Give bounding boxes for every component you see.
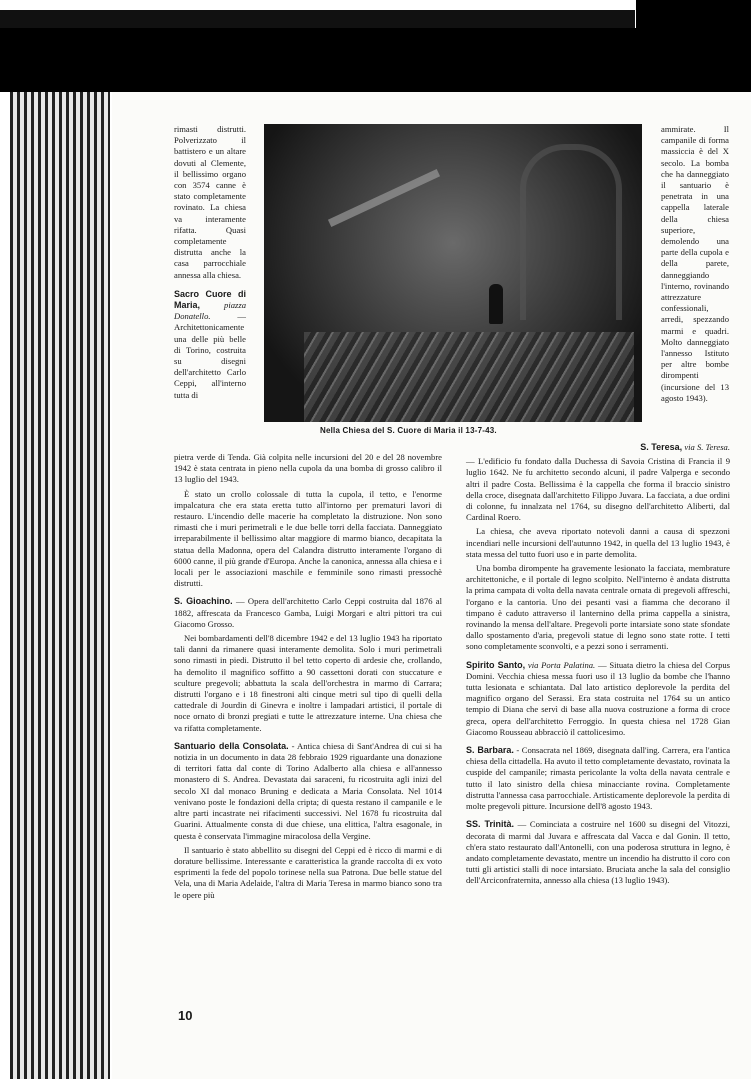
entry-title: Santuario della Consolata. <box>174 740 289 751</box>
entry-text: — Cominciata a costruire nel 1600 su disegni del Vitozzi, decorata di marmi dal Juvara e affrescata dal Vacca e dal Gonin. Il tetto, ch'era stato restaurato dall'Antonelli, con una poderosa struttura in legno, è andato completamente devastato, mentre un incendio ha distrutto il coro con tutti gli artistici stalli di noce intarsiato. Bruciata anche la sala del consiglio dell'Arciconfraternita, annesso alla chiesa (13 luglio 1943). <box>466 819 730 886</box>
book-spine-strip <box>0 10 635 28</box>
entry-title: S. Gioachino. <box>174 596 233 607</box>
entry-title: Spirito Santo, <box>466 659 526 670</box>
paragraph: pietra verde di Tenda. Già colpita nelle incursioni del 20 e del 28 novembre 1942 è stata centrata in pieno nella cupola da una bomba di grosso calibro il 13 luglio del 1943. <box>174 452 442 485</box>
page-number: 10 <box>178 1008 193 1023</box>
scan-corner <box>636 0 751 92</box>
entry-text: — L'edificio fu fondato dalla Duchessa di Savoia Cristina di Francia il 9 luglio 1642. Ne fu architetto secondo alcuni, il padre Valperga e secondo altri il padre Costa. Bellissima è la cappella che forma il braccio sinistro della croce, disegnata dall'architetto Filippo Juvara. La facciata, a due ordini di colonne, fu innalzata nel 1764, su disegno dell'architetto Aliberti, dal Cardinal Roero. <box>466 456 730 523</box>
paragraph: ammirate. Il campanile di forma massiccia è del X secolo. La bomba che ha danneggiato il santuario è penetrata in una cappella laterale della chiesa superiore, demolendo una parte della cupola e della parete, danneggiando l'interno, rovinando attrezzature confessionali, arredi, spezzando marmi e quadri. Molto danneggiato l'annesso Istituto per altre bombe dirompenti (incursione del 13 agosto 1943). <box>661 124 729 403</box>
entry-address: piazza Donatello. <box>174 300 246 322</box>
entry-text: — Opera dell'architetto Carlo Ceppi costruita dal 1876 al 1882, affrescata da Francesco Gamba, Luigi Morgari e altri pittori tra cui Giacomo Grosso. <box>174 596 442 629</box>
fallen-beam <box>328 169 440 227</box>
entry-consolata <box>174 741 442 842</box>
entry-title: S. Barbara. <box>466 745 514 756</box>
paragraph: rimasti distrutti. Polverizzato il battistero e un altare dovuti al Clemente, il bellissimo organo con 3574 canne è stato completamente rovinato. La chiesa va interamente rifatta. Quasi completamente distrutta anche la casa parrocchiale annessa alla chiesa. <box>174 124 246 280</box>
entry-title: SS. Trinità. <box>466 819 515 830</box>
entry-address: via Porta Palatina. <box>527 659 596 670</box>
paragraph: Nei bombardamenti dell'8 dicembre 1942 e del 13 luglio 1943 ha riportato tali danni da rimanere quasi interamente demolita. Solo i muri perimetrali sono rimasti in piedi. Distrutto il bel tetto coperto di ardesie che, crollando, ha demolito il magnifico soffitto a 90 cassettoni dorati con stuccature e sculture pregevoli; abbattuta la scala dell'orchestra in marmo di Carrara; distrutti l'organo e i 18 finestroni alti cinque metri sul tipo di quelli della cattedrale di Jourdin di Ginevra e inoltre i lampadari artistici, il portale di noce ornato di bronzi pregiati e tutte le attrezzature interne. Una chiesa che va rifatta completamente. <box>174 633 442 733</box>
entry-s-teresa-title <box>466 442 730 453</box>
person-figure <box>489 284 503 324</box>
paragraph: La chiesa, che aveva riportato notevoli danni a causa di spezzoni incendiari nelle incursioni dell'autunno 1942, in quella del 13 luglio 1943, è stata messa del tutto fuori uso e in parte demolita. <box>466 526 730 559</box>
entry-s-gioachino <box>174 596 442 630</box>
entry-text: - Consacrata nel 1869, disegnata dall'ing. Carrera, era l'antica chiesa della cittadella. Ha avuto il tetto completamente devastato, rovinata la cuspide del campanile; rimasta pericolante la volta della navata centrale e tutto il lato sinistro della chiesa minacciante rovina. Completamente distrutta l'annessa casa parrocchiale. Artisticamente deplorevole la perdita di molte pregevoli pitture. Incursione dell'8 agosto 1943. <box>466 745 731 812</box>
entry-address: via S. Teresa. <box>684 442 730 452</box>
left-main-column <box>174 452 442 904</box>
entry-s-barbara <box>466 745 730 812</box>
rubble <box>304 332 634 422</box>
photo-caption: Nella Chiesa del S. Cuore di Maria il 13-7-43. <box>320 426 497 435</box>
entry-ss-trinita <box>466 819 730 886</box>
entry-title: Sacro Cuore di Maria, <box>174 288 246 311</box>
paragraph: Il santuario è stato abbellito su disegni del Ceppi ed è ricco di marmi e di dorature bellissime. Interessante e caratteristica la grande raccolta di ex voto esprimenti la fede del popolo torinese nella sua Patrona. Due belle statue del Vela, una di Maria Adelaide, l'altra di Maria Teresa in marmo bianco sono tra le opere più <box>174 844 442 900</box>
left-narrow-column <box>174 124 246 404</box>
arch-shape <box>520 144 622 320</box>
right-main-column <box>466 442 730 890</box>
entry-text: — Situata dietro la chiesa del Corpus Domini. Vecchia chiesa messa fuori uso il 13 luglio da bombe che l'hanno tutta lesionata e schiantata. Dal lato artistico deplorevole la perdita del magnifico organo del Serassi. Era stata costruita nel 1764 su un antico tempio di Diana che servì di base alla nuova costruzione a forma di croce greca, opera dell'architetto Ferroggio. In questa chiesa nel 1728 Gian Giacomo Rousseau abbracciò il cattolicesimo. <box>466 659 731 737</box>
paragraph: Una bomba dirompente ha gravemente lesionato la facciata, membrature architettoniche, e il portale di legno scolpito. Nell'interno è andata distrutta la prima campata di volta della navata centrale ornata di pregevoli affreschi, l'organo e la cantoria. Uno dei pesanti vasi a fiamma che decorano il timpano è caduto attraverso il lanternino della prima cappella a sinistra, rovinando la mensa dell'altare. Pregevoli porte intarsiate sono state sfondate dallo spostamento d'aria, pregevoli statue di legno sono state rotte. I tetti sono completamente sconvolti, e a pezzi sono i serramenti. <box>466 563 730 652</box>
entry-text: — Architettonicamente una delle più belle di Torino, costruita su disegni dell'architetto Carlo Ceppi, all'interno tutta di <box>174 311 246 400</box>
right-narrow-column <box>661 124 729 407</box>
entry-text: - Antica chiesa di Sant'Andrea di cui si ha notizia in un documento in data 28 febbraio 1929 riguardante una donazione di territori fatta dal conte di Torino Adalberto alla chiesa e all'annesso monastero di S. Andrea. Devastata dai saraceni, fu ricostruita agli inizi del secolo XI dal monaco Bruning e dedicata a Maria Consolata. Nel 1014 venivano poste le fondazioni della cripta; di questa restano il campanile e le altre parti incastrate nei rifacimenti successivi. Nel 1678 fu ricostruita dal Guarini. Attualmente consta di due chiese, una elittica, l'altra esagonale, in questa è conservata l'immagine miracolosa della Vergine. <box>174 740 442 841</box>
entry-title: S. Teresa, <box>640 442 683 452</box>
stacked-page-edges <box>10 92 110 1079</box>
church-ruins-photo <box>264 124 642 422</box>
entry-spirito-santo <box>466 660 730 738</box>
paragraph: È stato un crollo colossale di tutta la cupola, il tetto, e l'enorme impalcatura che era stata eretta tutto all'intorno per prematuri lavori di restauro. L'incendio delle macerie ha completato la distruzione. Non sono rimasti che i muri perimetrali e le due belle torri della facciata. Danneggiato irreparabilmente il bellissimo altar maggiore di marmo bianco, decapitata la statua della Madonna, opera del Calandra distrutto interamente l'organo di 6000 canne, il più grande d'Europa. Anche la canonica, annessa alla chiesa e i locali per le associazioni maschile e femminile sono rimasti pressochè distrutti. <box>174 488 442 589</box>
entry-sacro-cuore <box>174 289 246 401</box>
